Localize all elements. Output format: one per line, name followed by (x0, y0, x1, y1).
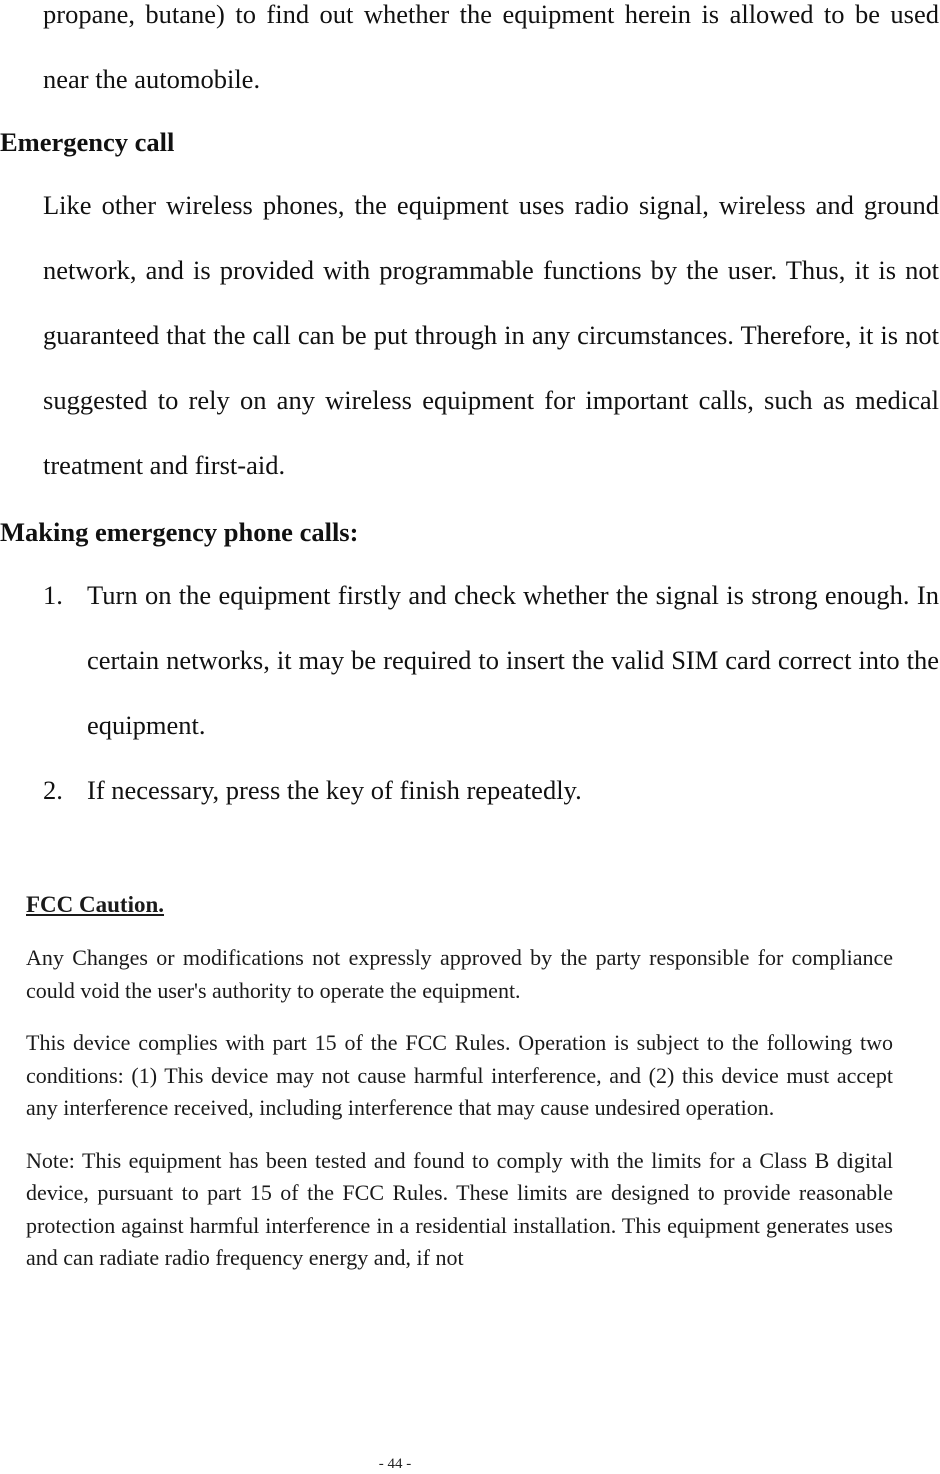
list-item-number: 2. (43, 775, 63, 805)
list-item-text: Turn on the equipment firstly and check whether the signal is strong enough. In certain networks, it may be required to insert the valid SIM card correct into the equipment. (87, 580, 939, 740)
fcc-paragraph: This device complies with part 15 of the FCC Rules. Operation is subject to the following two conditions: (1) This device may not cause harmful interference, and (2) this device must accept any interference received, including interference that may cause undesired operation. (26, 1030, 893, 1120)
making-calls-heading: Making emergency phone calls: (0, 517, 359, 547)
emergency-call-paragraph: Like other wireless phones, the equipment uses radio signal, wireless and ground network, and is provided with programmable functions by the user. Thus, it is not guaranteed that the call can be put through in any circumstances. Therefore, it is not suggested to rely on any wireless equipment for important calls, such as medical treatment and first-aid. (43, 190, 939, 480)
list-item-number: 1. (43, 580, 63, 610)
list-item (43, 758, 939, 823)
list-item (43, 563, 939, 758)
fcc-caution-block (26, 890, 893, 1275)
intro-paragraph: propane, butane) to find out whether the equipment herein is allowed to be used near the automobile. (43, 0, 939, 94)
list-item-text: If necessary, press the key of finish repeatedly. (87, 775, 582, 805)
fcc-caution-title: FCC Caution. (26, 892, 165, 917)
fcc-paragraph: Any Changes or modifications not expressly approved by the party responsible for compliance could void the user's authority to operate the equipment. (26, 945, 893, 1003)
emergency-call-heading: Emergency call (0, 127, 175, 157)
fcc-paragraph: Note: This equipment has been tested and found to comply with the limits for a Class B digital device, pursuant to part 15 of the FCC Rules. These limits are designed to provide reasonable protection against harmful interference in a residential installation. This equipment generates uses and can radiate radio frequency energy and, if not (26, 1147, 893, 1270)
page-number: - 44 - (378, 1456, 412, 1472)
